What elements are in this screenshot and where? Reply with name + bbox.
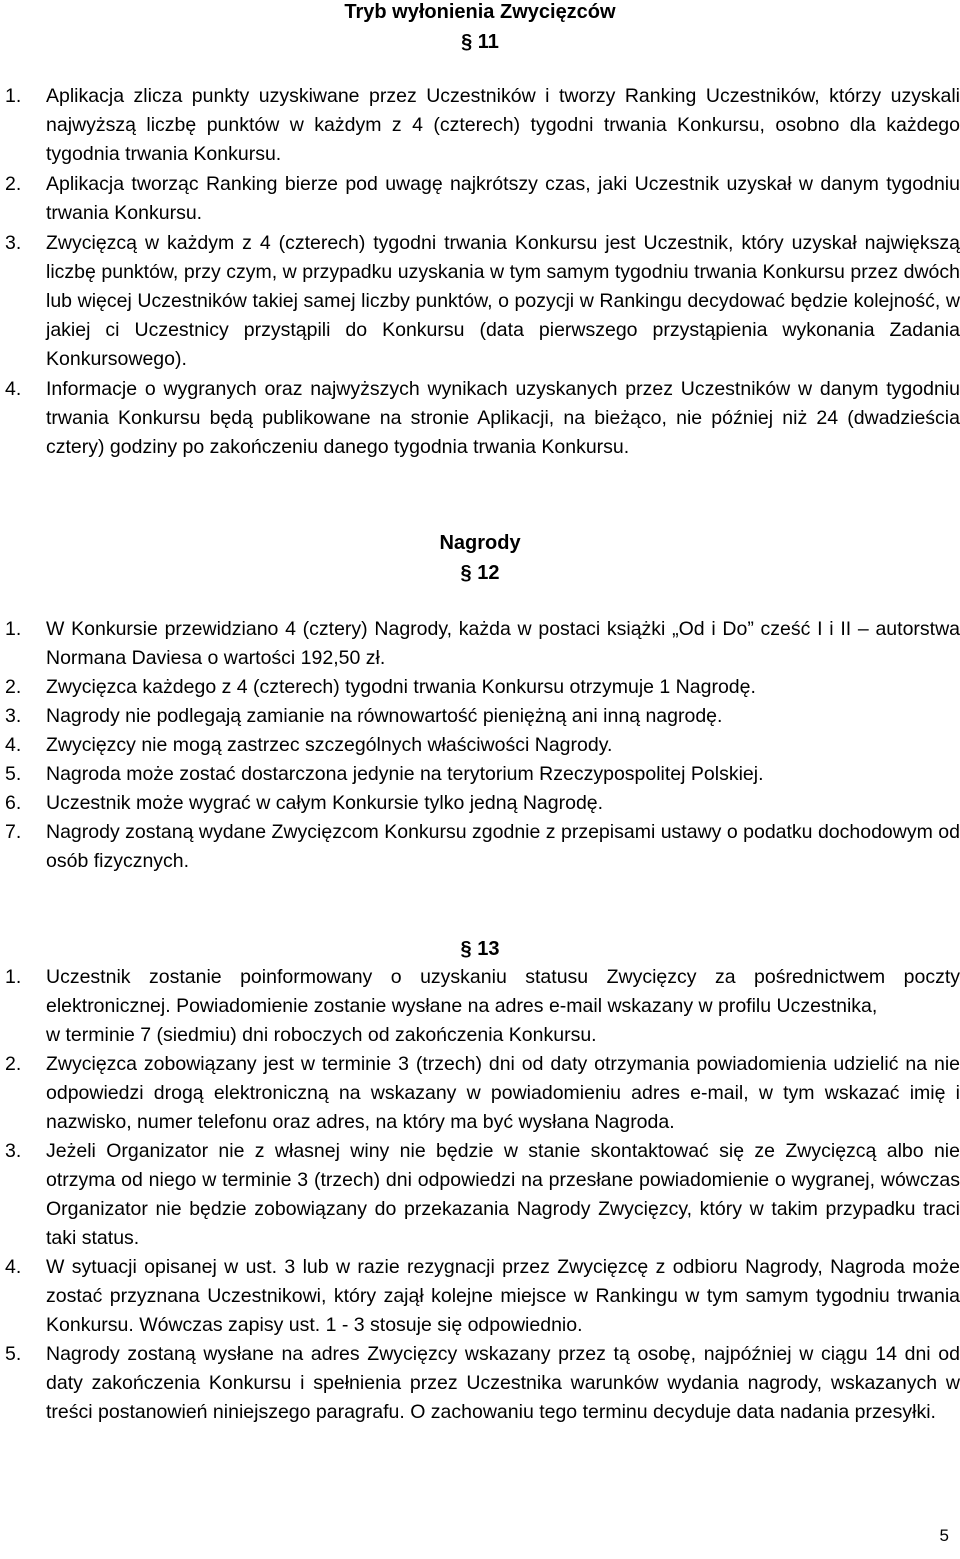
item-text: Nagroda może zostać dostarczona jedynie na terytorium Rzeczypospolitej Polskiej. [46, 763, 764, 785]
item-text: Aplikacja zlicza punkty uzyskiwane przez Uczestników i tworzy Ranking Uczestników, którzy uzyskali najwyższą liczbę punktów w każdym z 4 (czterech) tygodni trwania Konkursu, osobno dla każdego tygodnia trwania Konkursu. [46, 85, 960, 165]
item-text: Zwycięzca zobowiązany jest w terminie 3 (trzech) dni od daty otrzymania powiadomienia udzielić na nie odpowiedzi drogą elektroniczną na wskazany w powiadomieniu adres e-mail, w tym wskazać imię i nazwisko, numer telefonu oraz adres, na który ma być wysłana Nagroda. [46, 1053, 960, 1133]
list-item [0, 1340, 960, 1427]
item-number: 3. [5, 232, 22, 254]
item-text: Informacje o wygranych oraz najwyższych wynikach uzyskanych przez Uczestników w danym tygodniu trwania Konkursu będą publikowane na stronie Aplikacji, na bieżąco, nie później niż 24 (dwadzieścia cztery) godziny po zakończeniu danego tygodnia trwania Konkursu. [46, 378, 960, 458]
list-item [0, 673, 960, 702]
item-number: 3. [5, 1140, 22, 1162]
list-item [0, 818, 960, 876]
item-number: 2. [5, 173, 22, 195]
item-text: Nagrody zostaną wydane Zwycięzcom Konkursu zgodnie z przepisami ustawy o podatku dochodowym od osób fizycznych. [46, 821, 960, 872]
list-item [0, 963, 960, 1050]
item-number: 4. [5, 1256, 22, 1278]
item-number: 2. [5, 1053, 22, 1075]
section-11-list [0, 82, 960, 492]
list-item [0, 170, 960, 229]
list-item [0, 760, 960, 789]
item-text: Nagrody nie podlegają zamianie na równowartość pieniężną ani inną nagrodę. [46, 705, 723, 727]
item-text: Zwycięzcą w każdym z 4 (czterech) tygodni trwania Konkursu jest Uczestnik, który uzyskał największą liczbę punktów, przy czym, w przypadku uzyskania w tym samym tygodniu trwania Konkursu przez dwóch lub więcej Uczestników takiej samej liczby punktów, o pozycji w Rankingu decydować będzie kolejność, w jakiej ci Uczestnicy przystąpili do Konkursu (data pierwszego przystąpienia wykonania Zadania Konkursowego). [46, 232, 960, 370]
list-item [0, 615, 960, 673]
paragraph-mark-12: § 12 [460, 562, 500, 584]
item-text-continuation: w terminie 7 (siedmiu) dni roboczych od zakończenia Konkursu. [46, 1024, 597, 1046]
item-text: Jeżeli Organizator nie z własnej winy nie będzie w stanie skontaktować się ze Zwycięzcą albo nie otrzyma od niego w terminie 3 (trzech) dni odpowiedzi na przesłane powiadomienie o wygranej, wówczas Organizator nie będzie zobowiązany do przekazania Nagrody Zwycięzcy, który w takim przypadku traci taki status. [46, 1140, 960, 1249]
section-13-list [0, 963, 960, 1427]
item-number: 1. [5, 85, 22, 107]
section-heading-nagrody: Nagrody [439, 532, 521, 554]
item-number: 3. [5, 705, 22, 727]
item-text: Zwycięzca każdego z 4 (czterech) tygodni trwania Konkursu otrzymuje 1 Nagrodę. [46, 676, 756, 698]
item-number: 4. [5, 734, 22, 756]
item-number: 2. [5, 676, 22, 698]
item-text: Uczestnik zostanie poinformowany o uzyskaniu statusu Zwycięzcy za pośrednictwem poczty elektronicznej. Powiadomienie zostanie wysłane na adres e-mail wskazany w profilu Uczestnika, [46, 966, 960, 1017]
item-text: Nagrody zostaną wysłane na adres Zwycięzcy wskazany przez tą osobę, najpóźniej w ciągu 14 dni od daty zakończenia Konkursu i spełnienia przez Uczestnika warunków wydania nagrody, wskazanych w treści postanowień niniejszego paragrafu. O zachowaniu tego terminu decyduje data nadania przesyłki. [46, 1343, 960, 1423]
list-item [0, 1137, 960, 1253]
item-text: W Konkursie przewidziano 4 (cztery) Nagrody, każda w postaci książki „Od i Do” cześć I i II – autorstwa Normana Daviesa o wartości 192,50 zł. [46, 618, 960, 669]
item-number: 5. [5, 1343, 22, 1365]
item-number: 7. [5, 821, 22, 843]
item-text: Uczestnik może wygrać w całym Konkursie tylko jedną Nagrodę. [46, 792, 604, 814]
item-number: 5. [5, 763, 22, 785]
item-number: 4. [5, 378, 22, 400]
item-number: 1. [5, 966, 22, 988]
paragraph-mark-11: § 11 [461, 31, 499, 53]
list-item [0, 1050, 960, 1137]
item-text: Zwycięzcy nie mogą zastrzec szczególnych właściwości Nagrody. [46, 734, 613, 756]
item-text: W sytuacji opisanej w ust. 3 lub w razie rezygnacji przez Zwycięzcę z odbioru Nagrody, Nagroda może zostać przyznana Uczestnikowi, który zajął kolejne miejsce w Rankingu w tym samym tygodniu trwania Konkursu. Wówczas zapisy ust. 1 - 3 stosuje się odpowiednio. [46, 1256, 960, 1336]
list-item [0, 702, 960, 731]
item-number: 1. [5, 618, 22, 640]
list-item [0, 82, 960, 170]
list-item [0, 1253, 960, 1340]
list-item [0, 229, 960, 375]
list-item [0, 789, 960, 818]
item-number: 6. [5, 792, 22, 814]
list-item [0, 375, 960, 492]
page-number: 5 [939, 1526, 949, 1545]
section-title: Tryb wyłonienia Zwycięzców [344, 1, 616, 23]
paragraph-mark-13: § 13 [460, 938, 500, 960]
list-item [0, 731, 960, 760]
item-text: Aplikacja tworząc Ranking bierze pod uwagę najkrótszy czas, jaki Uczestnik uzyskał w danym tygodniu trwania Konkursu. [46, 173, 960, 224]
section-12-list [0, 615, 960, 876]
